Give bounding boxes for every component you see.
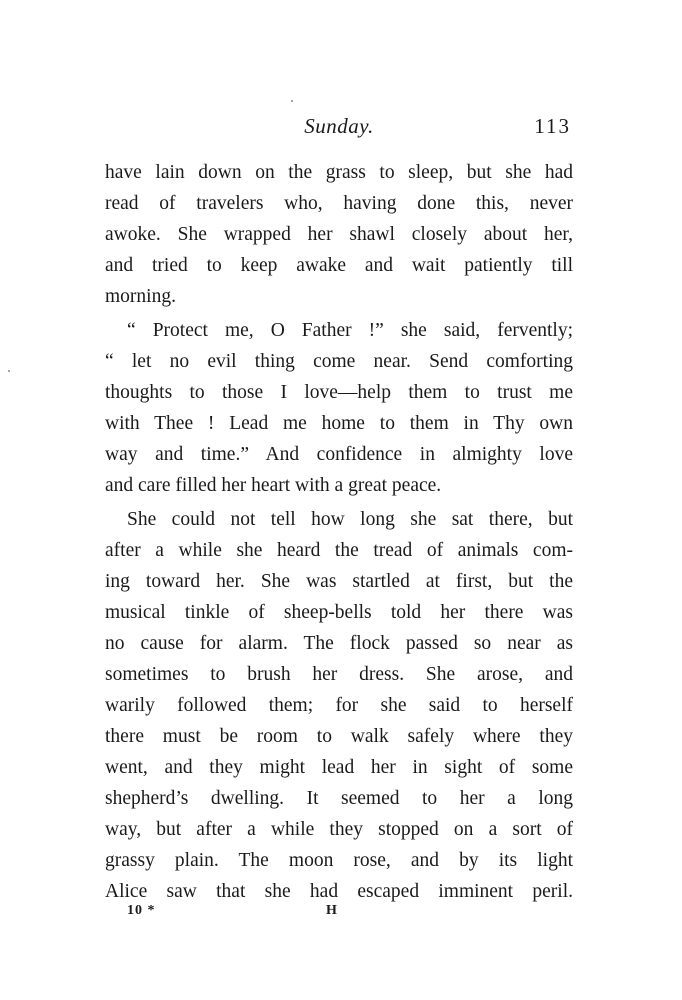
running-title: Sunday. (304, 114, 374, 138)
print-speck (291, 100, 293, 102)
text-line: way, but after a while they stopped on a sort of (105, 819, 573, 840)
body-text (105, 157, 573, 907)
paragraph-3 (105, 504, 573, 907)
text-line: shepherd’s dwelling. It seemed to her a long (105, 788, 573, 809)
text-line: have lain down on the grass to sleep, but she had (105, 162, 573, 183)
running-head (105, 114, 573, 144)
text-line: thoughts to those I love—help them to trust me (105, 382, 573, 403)
text-line: and tried to keep awake and wait patiently till (105, 255, 573, 276)
text-line: with Thee ! Lead me home to them in Thy own (105, 413, 573, 434)
text-line: grassy plain. The moon rose, and by its light (105, 850, 573, 871)
print-speck (8, 370, 10, 372)
text-line: went, and they might lead her in sight of some (105, 757, 573, 778)
text-line: “ Protect me, O Father !” she said, fervently; (127, 320, 573, 341)
text-line: and care filled her heart with a great peace. (105, 475, 442, 496)
text-line: She could not tell how long she sat there, but (127, 509, 573, 530)
text-line: read of travelers who, having done this, never (105, 193, 573, 214)
text-line: sometimes to brush her dress. She arose, and (105, 664, 573, 685)
text-line: no cause for alarm. The flock passed so near as (105, 633, 573, 654)
text-line: way and time.” And confidence in almighty love (105, 444, 573, 465)
signature-letter: H (326, 903, 337, 918)
page-footer (105, 903, 573, 929)
paragraph-2 (105, 315, 573, 501)
paragraph-1 (105, 157, 573, 312)
text-line: morning. (105, 286, 176, 307)
text-line: musical tinkle of sheep-bells told her there was (105, 602, 573, 623)
text-line: ing toward her. She was startled at first, but the (105, 571, 573, 592)
text-line: warily followed them; for she said to herself (105, 695, 573, 716)
text-line: Alice saw that she had escaped imminent peril. (105, 881, 573, 902)
text-line: after a while she heard the tread of animals com- (105, 540, 573, 561)
signature-mark: 10 * (127, 903, 156, 918)
text-line: “ let no evil thing come near. Send comforting (105, 351, 573, 372)
page-number: 113 (534, 114, 571, 138)
text-line: there must be room to walk safely where they (105, 726, 573, 747)
text-line: awoke. She wrapped her shawl closely about her, (105, 224, 573, 245)
